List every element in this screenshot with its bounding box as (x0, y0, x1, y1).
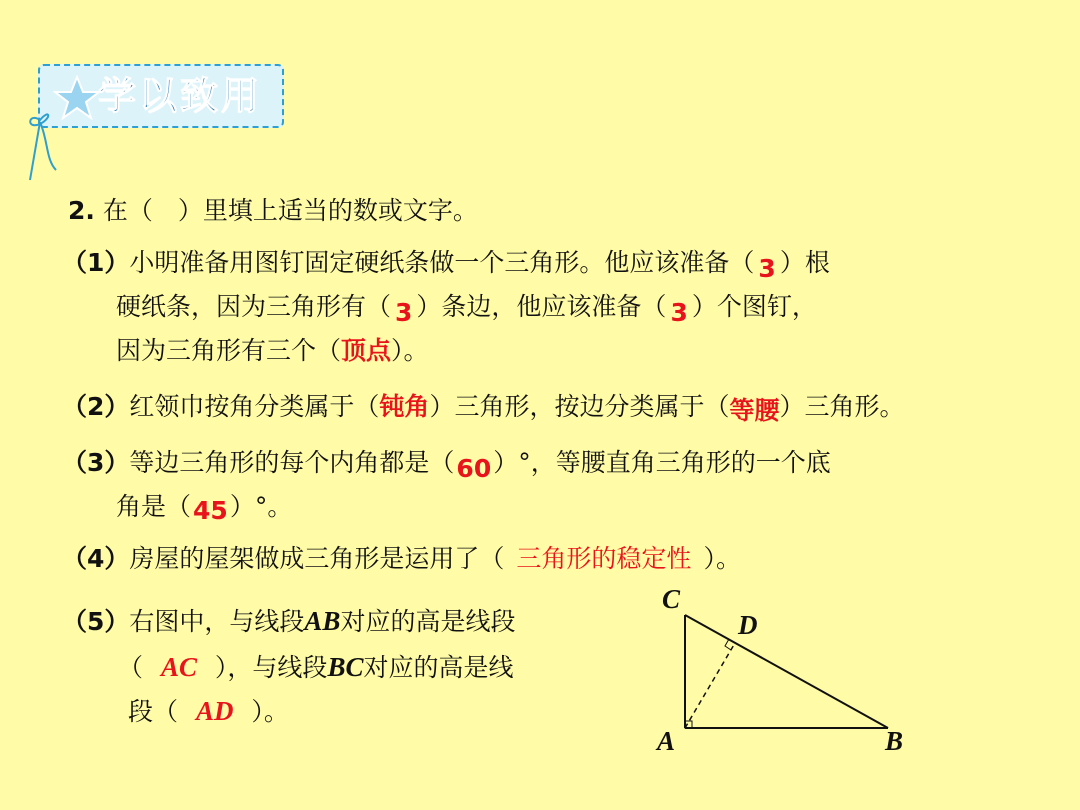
triangle-figure (650, 585, 920, 760)
q1-answer-4: 顶点 (341, 336, 392, 365)
q3-text: ）°。 (229, 492, 293, 521)
q3-number: （3） (62, 448, 130, 477)
question-instruction: 在（ ）里填上适当的数或文字。 (94, 196, 478, 225)
q1-text: ）。 (391, 336, 429, 365)
q5-text: ），与线段 (206, 653, 328, 682)
q3-text: 角是（ (116, 492, 192, 521)
q1-line-2 (116, 290, 817, 327)
q4-text: 房屋的屋架做成三角形是运用了（ (129, 544, 505, 573)
q1-text: ）个图钉， (691, 292, 817, 321)
q1-text: ）条边，他应该准备（ (416, 292, 667, 321)
side-cb (685, 615, 888, 728)
q1-answer-1: 3 (758, 254, 776, 283)
question-number: 2. (68, 196, 95, 225)
q1-line-1 (62, 246, 830, 283)
q1-answer-3: 3 (670, 298, 688, 327)
vertex-d-label: D (738, 610, 758, 640)
q2-text: ）三角形。 (779, 392, 905, 421)
q4-text: ）。 (703, 544, 741, 573)
q4-line (62, 542, 741, 576)
q2-number: （2） (62, 392, 130, 421)
segment-ab: AB (304, 606, 341, 636)
q5-line-1 (62, 604, 515, 639)
q2-line (62, 390, 904, 424)
q5-text: ）。 (243, 697, 289, 726)
q1-number: （1） (62, 248, 130, 277)
q3-line-2 (116, 490, 292, 524)
q2-text: 红领巾按角分类属于（ (129, 392, 380, 421)
q4-answer: 三角形的稳定性 (516, 544, 692, 573)
q2-answer-2: 等腰 (729, 396, 780, 425)
q5-number: （5） (62, 607, 130, 636)
q1-text: 小明准备用图钉固定硬纸条做一个三角形。他应该准备（ (129, 248, 755, 277)
section-title: 学以致用 (98, 74, 263, 118)
q5-text: 段（ (128, 697, 186, 726)
q5-answer-1: AC (160, 652, 197, 682)
q2-text: ）三角形，按边分类属于（ (429, 392, 730, 421)
q4-number: （4） (62, 544, 130, 573)
vertex-b-label: B (885, 726, 904, 756)
question-title (68, 194, 478, 228)
altitude-ad (685, 643, 735, 728)
segment-bc: BC (327, 652, 364, 682)
q5-line-3 (128, 694, 289, 729)
q1-text: ）根 (779, 248, 830, 277)
q1-line-3 (116, 334, 429, 368)
vertex-a-label: A (657, 726, 676, 756)
q1-text: 硬纸条，因为三角形有（ (116, 292, 392, 321)
q2-answer-1: 钝角 (379, 392, 430, 421)
ribbon-icon (22, 110, 70, 190)
q5-text: 右图中，与线段 (129, 607, 305, 636)
q5-answer-2: AD (195, 696, 234, 726)
q3-text: 等边三角形的每个内角都是（ (129, 448, 455, 477)
q5-text: 对应的高是线 (363, 653, 514, 682)
q1-text: 因为三角形有三个（ (116, 336, 342, 365)
q3-answer-1: 60 (456, 454, 492, 483)
q5-text: 对应的高是线段 (340, 607, 516, 636)
q3-answer-2: 45 (193, 496, 228, 525)
q5-line-2 (118, 650, 513, 685)
vertex-c-label: C (662, 584, 681, 614)
q3-text: ）°，等腰直角三角形的一个底 (493, 448, 831, 477)
q3-line-1 (62, 446, 831, 483)
q1-answer-2: 3 (395, 298, 413, 327)
q5-text: （ (118, 653, 151, 682)
